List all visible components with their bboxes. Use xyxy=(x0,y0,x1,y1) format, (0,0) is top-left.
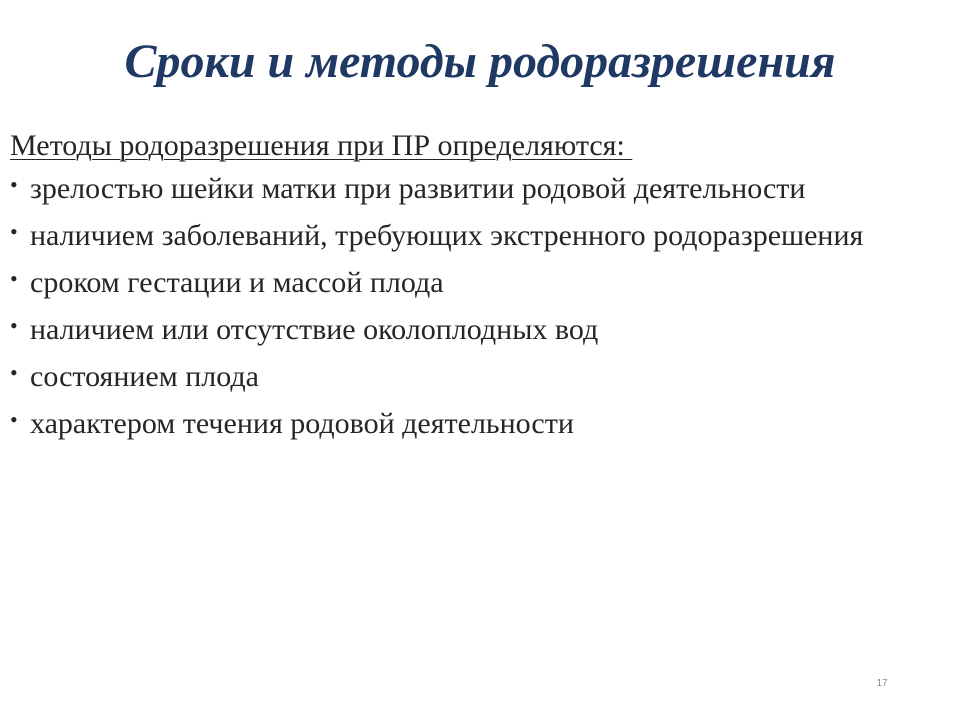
bullet-text: состоянием плода xyxy=(30,360,259,393)
bullet-text: наличием заболеваний, требующих экстренного родоразрешения xyxy=(30,219,864,252)
bullet-item xyxy=(10,264,940,302)
slide-title: Сроки и методы родоразрешения xyxy=(124,35,836,88)
bullet-text: сроком гестации и массой плода xyxy=(30,266,444,299)
slide-body xyxy=(10,126,940,452)
bullet-text: наличием или отсутствие околоплодных вод xyxy=(30,313,599,346)
bullet-icon: • xyxy=(10,407,18,432)
bullet-item xyxy=(10,405,940,443)
bullet-text: зрелостью шейки матки при развитии родовой деятельности xyxy=(30,172,806,205)
bullet-item xyxy=(10,311,940,349)
bullet-text: характером течения родовой деятельности xyxy=(30,407,574,440)
bullet-icon: • xyxy=(10,266,18,291)
bullet-icon: • xyxy=(10,172,18,197)
bullet-item xyxy=(10,170,940,208)
bullet-list xyxy=(10,170,940,443)
bullet-item xyxy=(10,217,940,255)
intro-text: Методы родоразрешения при ПР определяются: xyxy=(10,129,633,162)
bullet-item xyxy=(10,358,940,396)
bullet-icon: • xyxy=(10,313,18,338)
page-number: 17 xyxy=(876,678,888,689)
bullet-icon: • xyxy=(10,219,18,244)
bullet-icon: • xyxy=(10,360,18,385)
